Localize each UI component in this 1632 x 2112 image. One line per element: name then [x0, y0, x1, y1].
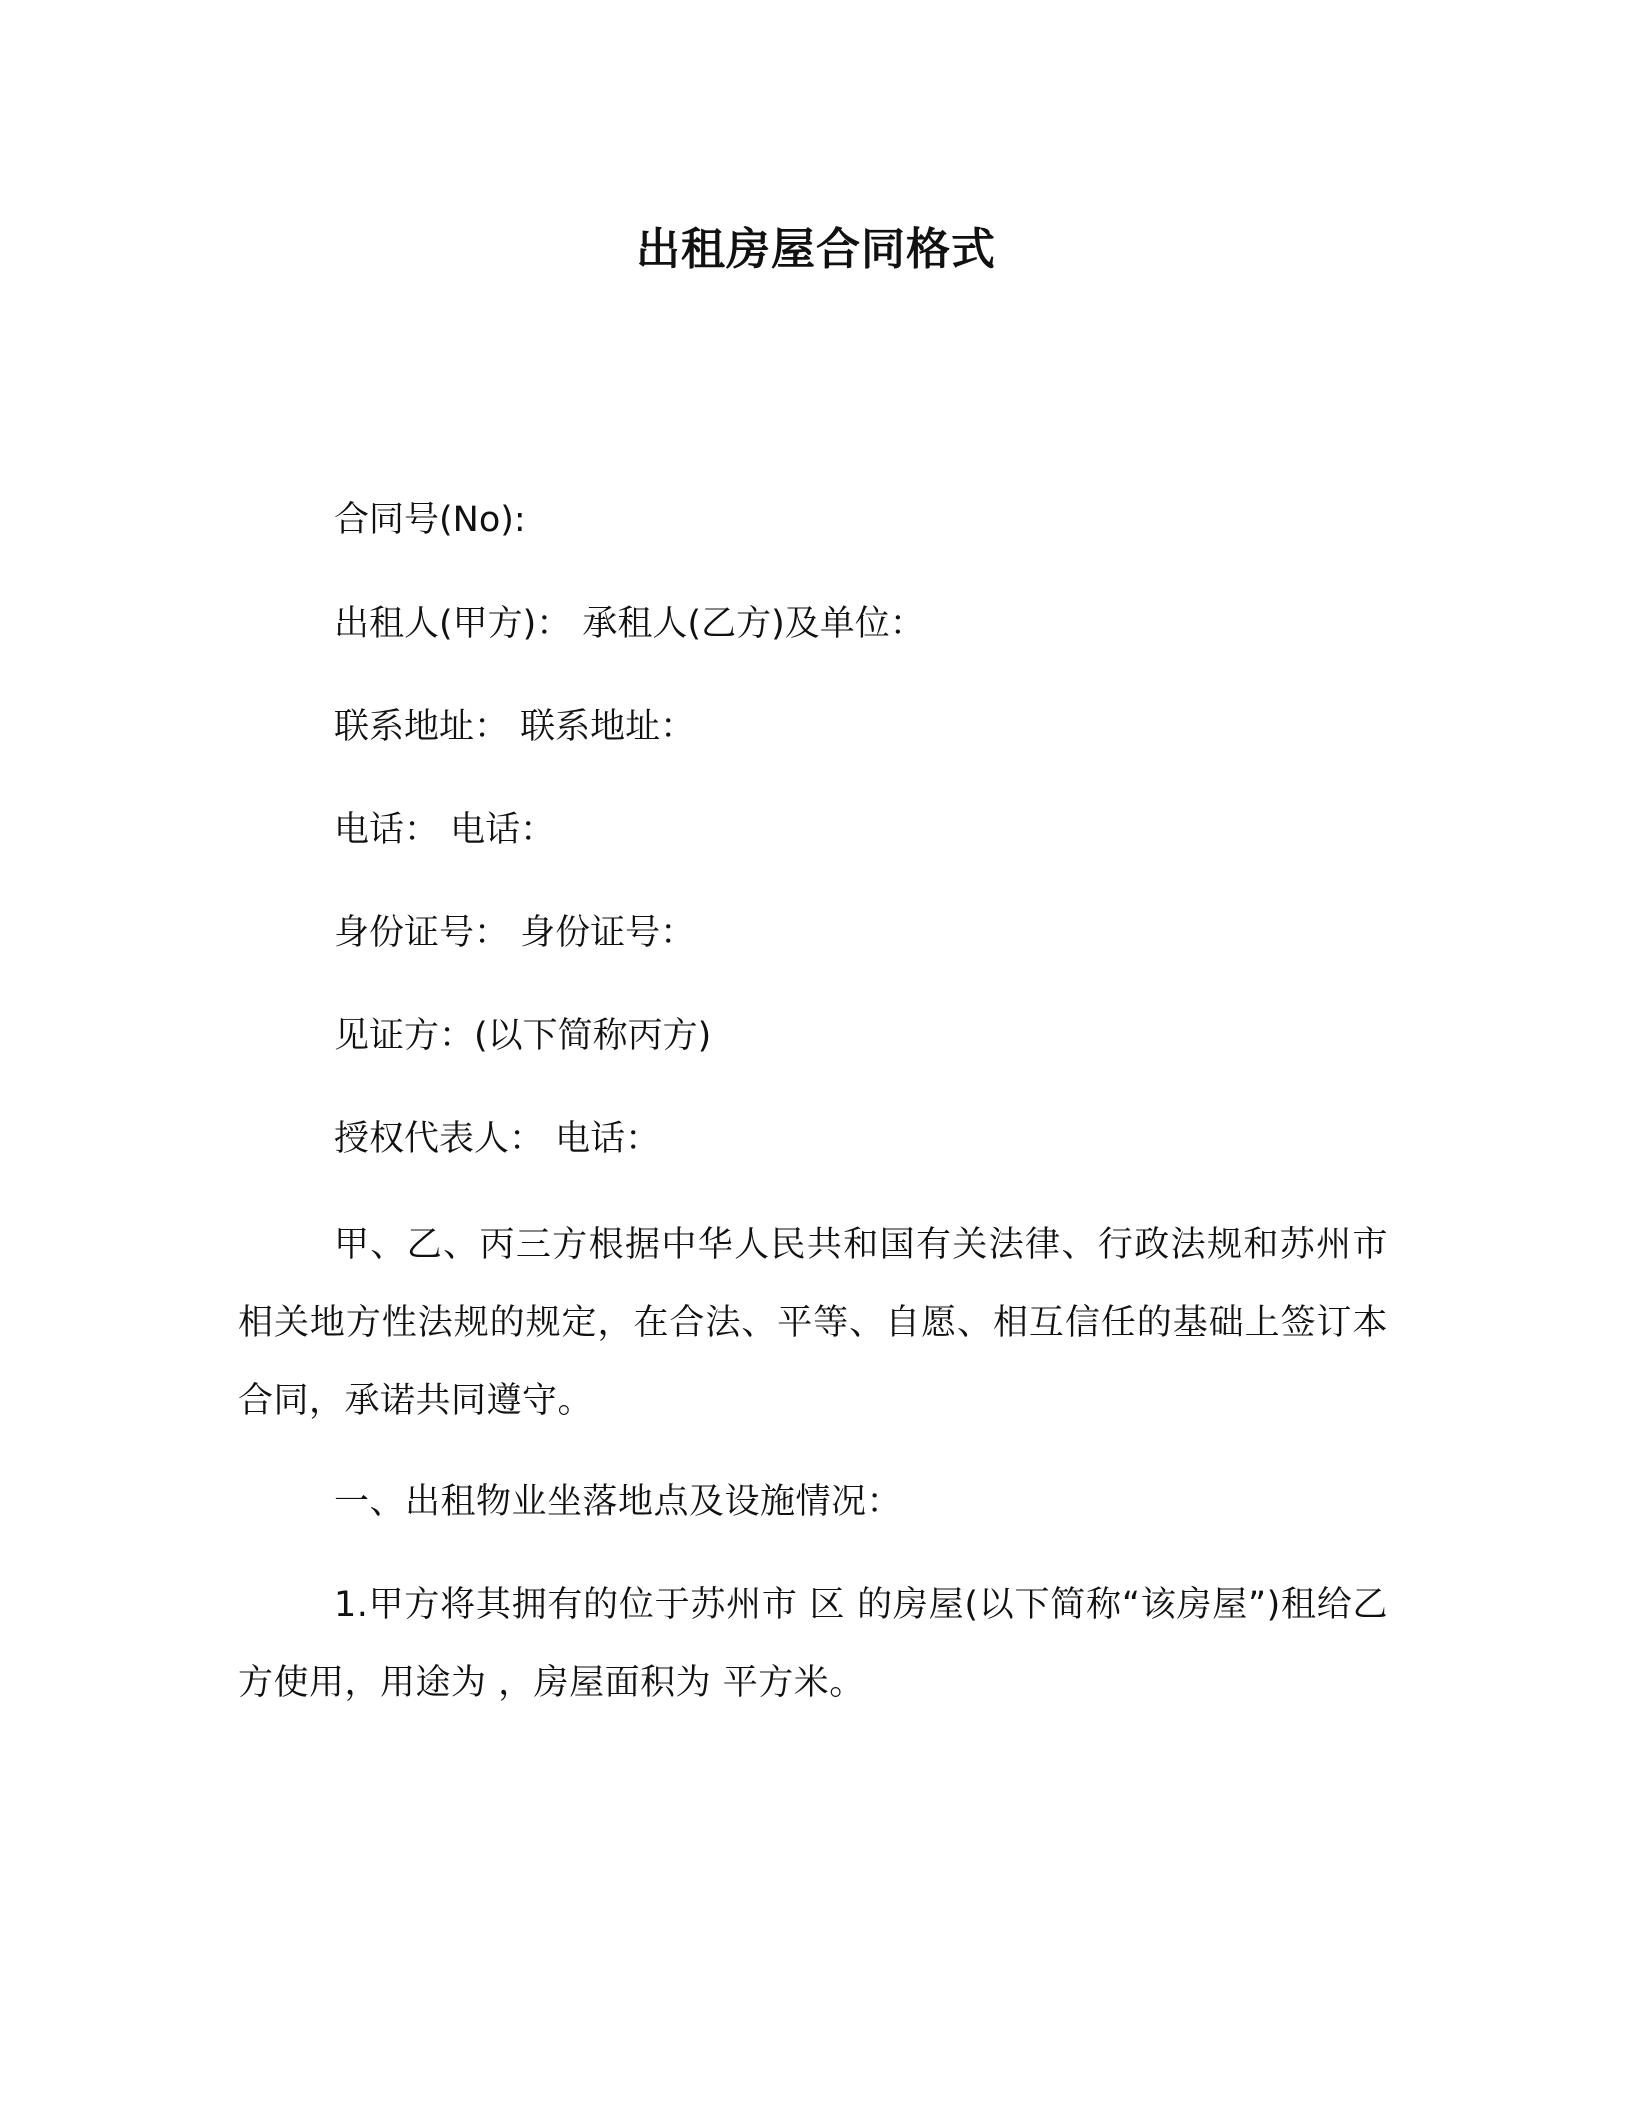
- contact-address-field: 联系地址： 联系地址：: [334, 707, 696, 747]
- lessor-lessee-field: 出租人(甲方)： 承租人(乙方)及单位：: [334, 604, 925, 644]
- authorized-representative-field: 授权代表人： 电话：: [334, 1119, 661, 1159]
- id-number-field: 身份证号： 身份证号：: [334, 913, 696, 953]
- preamble-paragraph: 甲、乙、丙三方根据中华人民共和国有关法律、行政法规和苏州市相关地方性法规的规定，在合法、平等、自愿、相互信任的基础上签订本合同，承诺共同遵守。: [238, 1225, 1388, 1421]
- witness-field: 见证方：(以下简称丙方): [334, 1016, 712, 1056]
- section-heading-1: 一、出租物业坐落地点及设施情况：: [334, 1482, 903, 1522]
- clause-1-paragraph: 1.甲方将其拥有的位于苏州市 区 的房屋(以下简称“该房屋”)租给乙方使用，用途为 ，房屋面积为 平方米。: [238, 1585, 1388, 1703]
- contract-number-field: 合同号(No):: [334, 500, 526, 540]
- document-title: 出租房屋合同格式: [636, 224, 996, 275]
- phone-field: 电话： 电话：: [334, 810, 556, 850]
